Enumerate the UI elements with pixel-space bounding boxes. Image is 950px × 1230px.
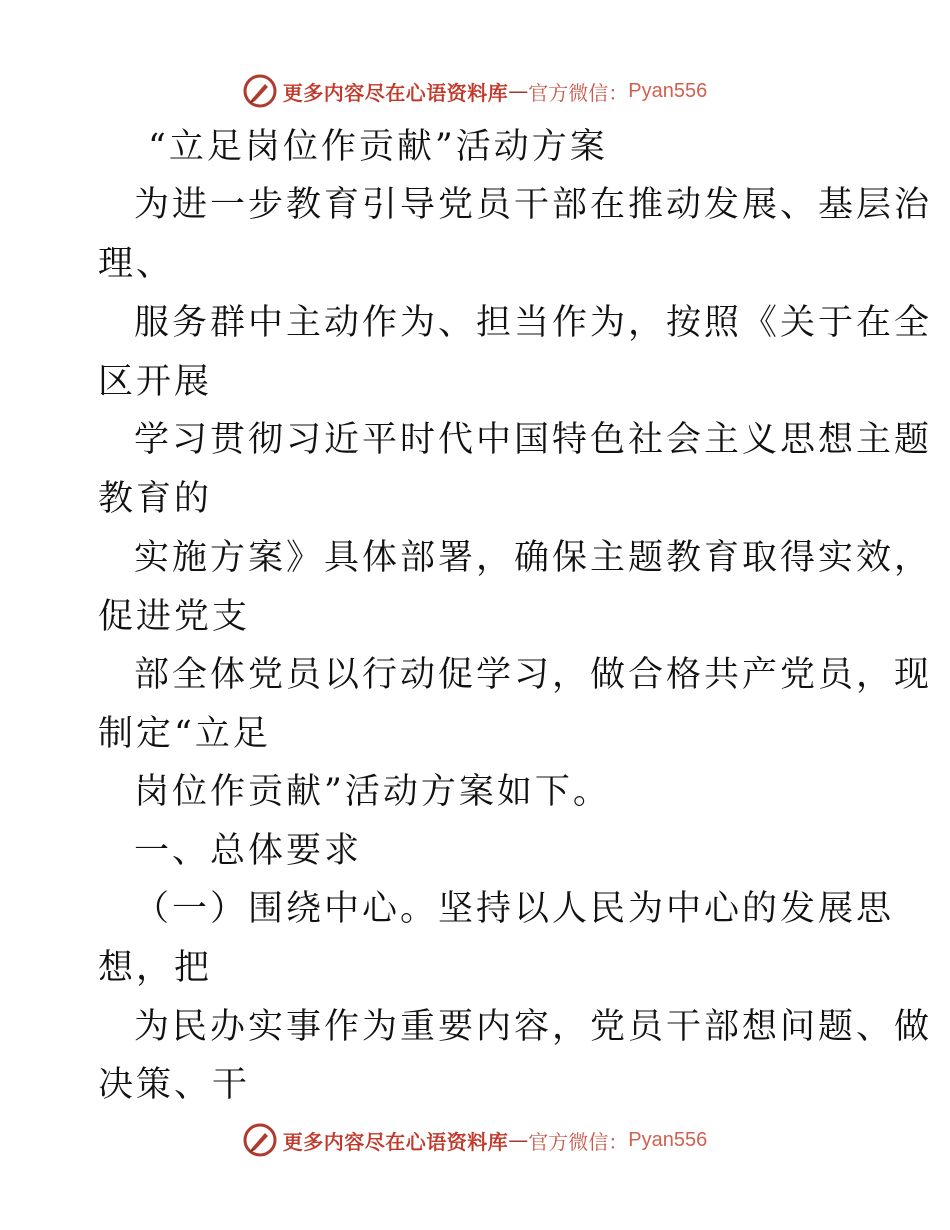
pen-logo-icon	[243, 74, 277, 108]
watermark-text: 更多内容尽在心语资料库	[282, 80, 509, 105]
paragraph-line: 学习贯彻习近平时代中国特色社会主义思想主题	[134, 420, 933, 460]
paragraph-line: 岗位作贡献”活动方案如下。	[134, 772, 611, 812]
paragraph-line: 促进党支	[98, 597, 251, 637]
document-title: “立足岗位作贡献”活动方案	[148, 127, 608, 167]
paragraph-line: 为进一步教育引导党员干部在推动发展、基层治	[134, 185, 933, 225]
paragraph-line: 服务群中主动作为、担当作为，按照《关于在全	[134, 303, 933, 343]
watermark-wechat-id: Pyan556	[628, 1128, 708, 1151]
paragraph-line: （一）围绕中心。坚持以人民为中心的发展思	[134, 889, 895, 929]
paragraph-line: 想，把	[98, 948, 213, 988]
paragraph-line: 制定“立足	[98, 714, 271, 754]
paragraph-line: 教育的	[98, 479, 213, 519]
watermark-wechat-label: 官方微信：	[528, 1129, 629, 1154]
watermark-dash: —	[508, 1128, 529, 1152]
paragraph-line: 区开展	[98, 362, 213, 402]
paragraph-line: 理、	[98, 244, 175, 284]
pen-logo-icon	[243, 1123, 277, 1157]
section-heading: 一、总体要求	[134, 831, 363, 871]
watermark-banner-top	[0, 71, 950, 111]
paragraph-line: 部全体党员以行动促学习，做合格共产党员，现	[134, 655, 933, 695]
paragraph-line: 决策、干	[98, 1065, 251, 1105]
paragraph-line: 为民办实事作为重要内容，党员干部想问题、做	[134, 1007, 933, 1047]
paragraph-line: 实施方案》具体部署，确保主题教育取得实效，	[134, 538, 933, 578]
watermark-wechat-id: Pyan556	[628, 79, 708, 102]
watermark-wechat-label: 官方微信：	[528, 80, 629, 105]
watermark-text: 更多内容尽在心语资料库	[282, 1129, 509, 1154]
watermark-banner-bottom	[0, 1120, 950, 1160]
watermark-dash: —	[508, 79, 529, 103]
